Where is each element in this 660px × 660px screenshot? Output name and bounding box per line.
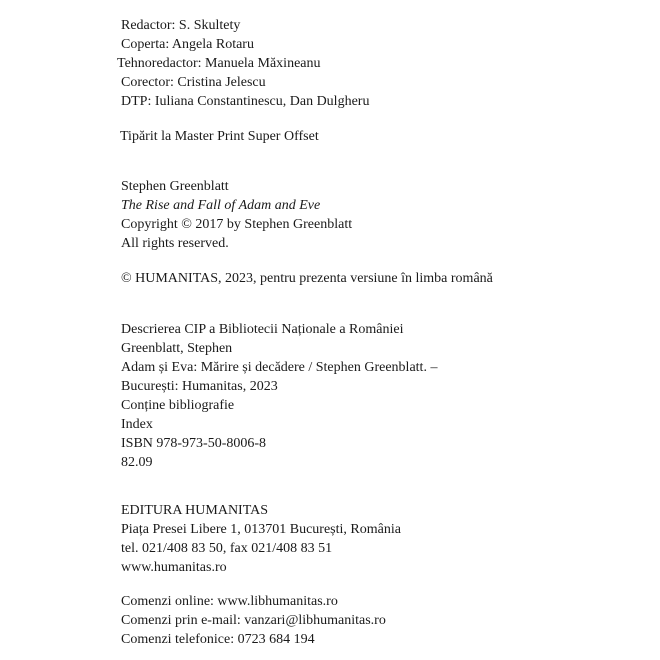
orders-email: Comenzi prin e-mail: vanzari@libhumanitas.ro xyxy=(121,613,386,628)
credit-proofreader: Corector: Cristina Jelescu xyxy=(121,75,266,90)
rights-line: All rights reserved. xyxy=(121,236,229,251)
publisher-block xyxy=(121,501,401,577)
cip-heading: Descrierea CIP a Bibliotecii Naționale a României xyxy=(121,322,404,337)
orders-online: Comenzi online: www.libhumanitas.ro xyxy=(121,594,338,609)
copyright-block xyxy=(121,177,352,253)
cip-author: Greenblatt, Stephen xyxy=(121,341,233,356)
credits-block xyxy=(117,16,370,111)
publisher-address: Piața Presei Libere 1, 013701 București, România xyxy=(121,522,401,537)
cip-title: Adam și Eva: Mărire și decădere / Stephen Greenblatt. – xyxy=(121,360,438,375)
copyright-line: Copyright © 2017 by Stephen Greenblatt xyxy=(121,217,353,232)
credit-typesetter: Tehnoredactor: Manuela Măxineanu xyxy=(117,56,321,71)
printer-block xyxy=(120,127,319,146)
publisher-name: EDITURA HUMANITAS xyxy=(121,503,269,518)
credit-dtp: DTP: Iuliana Constantinescu, Dan Dulgheru xyxy=(121,94,370,109)
cip-classification: 82.09 xyxy=(121,455,153,470)
cip-imprint: București: Humanitas, 2023 xyxy=(121,379,278,394)
printer-line: Tipărit la Master Print Super Offset xyxy=(120,129,319,144)
cip-block xyxy=(121,320,437,472)
credit-cover: Coperta: Angela Rotaru xyxy=(121,37,254,52)
orders-phone: Comenzi telefonice: 0723 684 194 xyxy=(121,632,315,647)
translation-rights-line: © HUMANITAS, 2023, pentru prezenta versiune în limba română xyxy=(121,271,493,286)
publisher-website: www.humanitas.ro xyxy=(121,560,227,575)
author-name: Stephen Greenblatt xyxy=(121,179,229,194)
credit-editor: Redactor: S. Skultety xyxy=(121,18,241,33)
original-title: The Rise and Fall of Adam and Eve xyxy=(121,198,321,213)
publisher-phone-fax: tel. 021/408 83 50, fax 021/408 83 51 xyxy=(121,541,333,556)
translation-rights-block xyxy=(121,269,493,288)
orders-block xyxy=(121,592,386,649)
cip-isbn: ISBN 978-973-50-8006-8 xyxy=(121,436,267,451)
cip-bibliography: Conține bibliografie xyxy=(121,398,235,413)
cip-index: Index xyxy=(121,417,153,432)
